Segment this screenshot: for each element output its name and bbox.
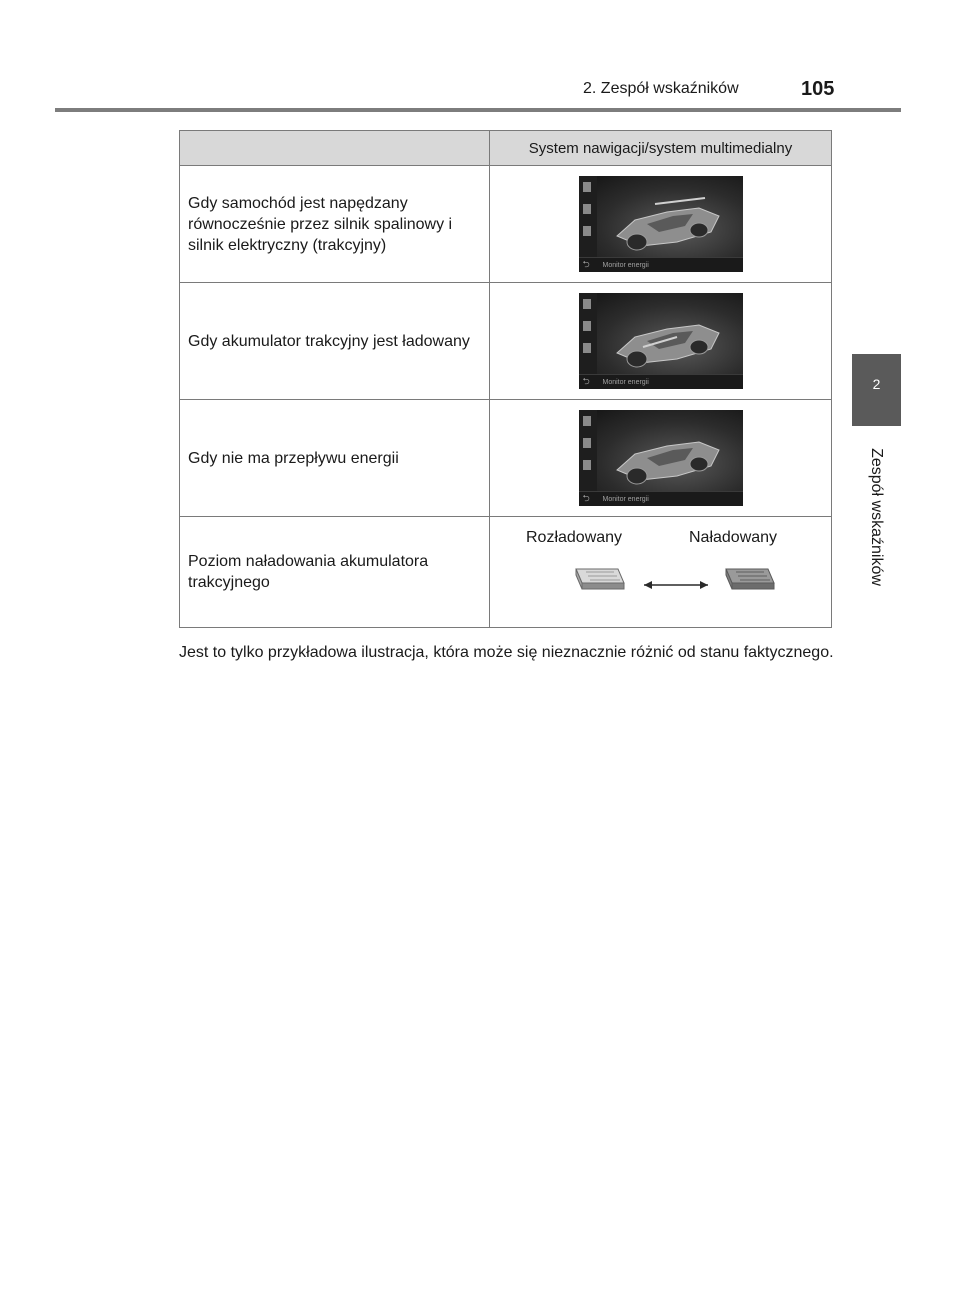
table-row <box>180 166 832 283</box>
energy-monitor-screenshot <box>579 293 743 389</box>
table-header-row <box>180 131 832 166</box>
screen-bottom-bar <box>579 491 743 506</box>
table-row <box>180 283 832 400</box>
battery-level-graphic <box>560 565 786 605</box>
energy-monitor-table <box>179 130 832 628</box>
menu-icon <box>583 416 591 426</box>
row-screen-cell <box>490 283 832 400</box>
screen-sidebar <box>579 410 597 492</box>
double-arrow-icon <box>644 581 708 589</box>
table-row <box>180 400 832 517</box>
column-header: System nawigacji/system multimedialny <box>490 131 832 166</box>
discharged-label: Rozładowany <box>526 529 623 546</box>
chapter-title: Zespół wskaźników <box>868 448 885 586</box>
charged-label: Naładowany <box>689 529 778 546</box>
back-arrow-icon: ⮌ <box>582 493 590 503</box>
battery-full-icon <box>726 569 774 589</box>
page-number: 105 <box>801 78 835 100</box>
header-divider <box>55 108 901 112</box>
menu-icon <box>583 204 591 214</box>
back-arrow-icon: ⮌ <box>582 259 590 269</box>
row-description: Gdy akumulator trakcyjny jest ładowany <box>180 283 490 400</box>
car-energy-flow-icon <box>607 424 727 490</box>
row-description: Poziom naładowania akumulatora trakcyjnego <box>180 517 490 628</box>
menu-icon <box>583 438 591 448</box>
menu-icon <box>583 321 591 331</box>
row-screen-cell <box>490 166 832 283</box>
car-energy-flow-icon <box>607 190 727 256</box>
energy-monitor-screenshot <box>579 176 743 272</box>
chapter-number: 2 <box>872 376 881 392</box>
battery-row <box>180 517 832 628</box>
row-screen-cell <box>490 400 832 517</box>
row-description: Gdy samochód jest napędzany równocześnie przez silnik spalinowy i silnik elektryczny (trakcyjny) <box>180 166 490 283</box>
table-header-empty-cell <box>180 131 490 166</box>
battery-level-cell <box>490 517 832 628</box>
chapter-tab <box>852 354 901 426</box>
back-arrow-icon: ⮌ <box>582 376 590 386</box>
screen-title: Monitor energii <box>602 496 649 503</box>
disclaimer-note: Jest to tylko przykładowa ilustracja, która może się nieznacznie różnić od stanu faktycznego. <box>179 644 834 661</box>
screen-title: Monitor energii <box>602 262 649 269</box>
screen-bottom-bar <box>579 257 743 272</box>
battery-empty-icon <box>576 569 624 589</box>
menu-icon <box>583 343 591 353</box>
car-energy-flow-icon <box>607 307 727 373</box>
screen-sidebar <box>579 293 597 375</box>
screen-sidebar <box>579 176 597 258</box>
energy-monitor-screenshot <box>579 410 743 506</box>
row-description: Gdy nie ma przepływu energii <box>180 400 490 517</box>
screen-bottom-bar <box>579 374 743 389</box>
header-section-title: 2. Zespół wskaźników <box>583 80 739 97</box>
menu-icon <box>583 226 591 236</box>
screen-title: Monitor energii <box>602 379 649 386</box>
menu-icon <box>583 299 591 309</box>
menu-icon <box>583 460 591 470</box>
menu-icon <box>583 182 591 192</box>
